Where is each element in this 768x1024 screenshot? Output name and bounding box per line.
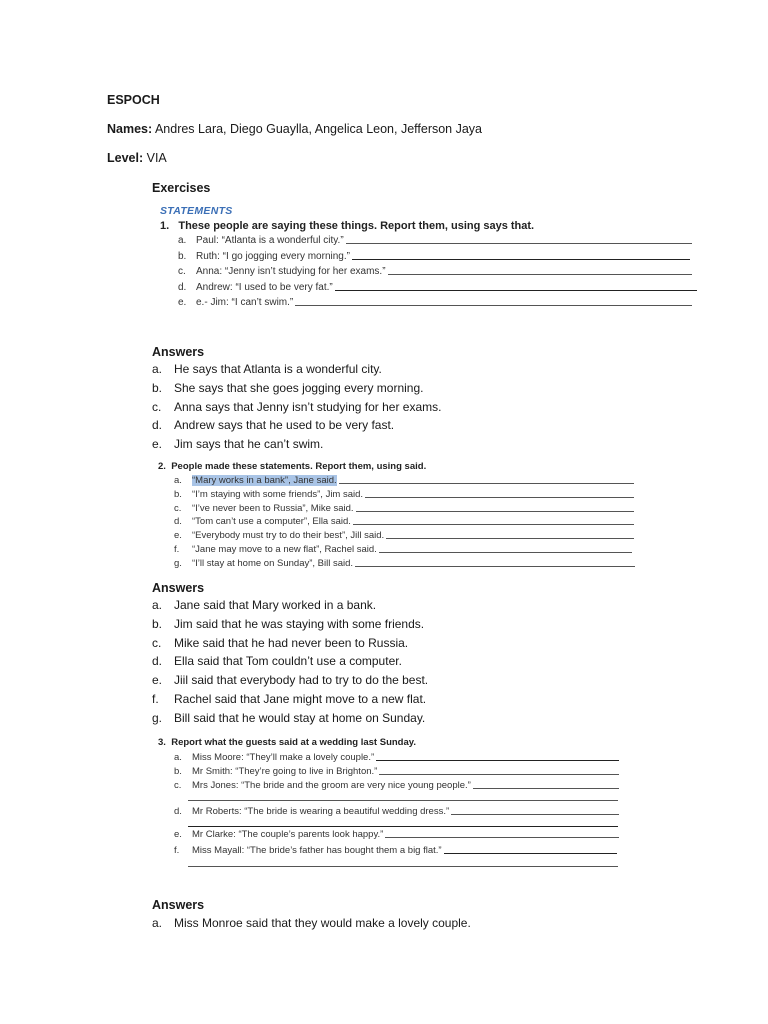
answers1-item-c: c. Anna says that Jenny isn’t studying for her exams. — [152, 400, 442, 414]
answers1-item-b: b. She says that she goes jogging every morning. — [152, 381, 424, 395]
statements-label: STATEMENTS — [160, 205, 233, 217]
answer-blank[interactable] — [188, 866, 618, 867]
ex3-item-c: c. Mrs Jones: “The bride and the groom are very nice young people.” — [174, 780, 619, 791]
level-label: Level: — [107, 151, 144, 165]
answers2-item-e: e. Jiil said that everybody had to try to do the best. — [152, 673, 429, 687]
ex2-item-g: g. “I’ll stay at home on Sunday”, Bill said. — [174, 558, 635, 569]
ex1-item-e: e. e.- Jim: “I can’t swim.” — [178, 297, 692, 308]
answers3-item-a: a. Miss Monroe said that they would make a lovely couple. — [152, 916, 471, 930]
answer-blank[interactable] — [444, 853, 617, 854]
answer-blank[interactable] — [295, 305, 692, 306]
ex1-item-c: c. Anna: “Jenny isn’t studying for her exams.” — [178, 266, 692, 277]
answers2-item-f: f. Rachel said that Jane might move to a new flat. — [152, 692, 427, 706]
answers1-item-e: e. Jim says that he can’t swim. — [152, 437, 324, 451]
names-value: Andres Lara, Diego Guaylla, Angelica Leon, Jefferson Jaya — [152, 122, 483, 136]
answer-blank[interactable] — [379, 774, 619, 775]
answers2-item-g: g. Bill said that he would stay at home on Sunday. — [152, 711, 426, 725]
school-name: ESPOCH — [107, 93, 160, 107]
ex2-item-d: d. “Tom can’t use a computer”, Ella said. — [174, 516, 634, 527]
answer-blank[interactable] — [335, 290, 697, 291]
answers2-item-c: c. Mike said that he had never been to Russia. — [152, 636, 409, 650]
answers1-item-a: a. He says that Atlanta is a wonderful city. — [152, 362, 382, 376]
ex2-item-b: b. “I’m staying with some friends”, Jim said. — [174, 489, 634, 500]
answer-blank[interactable] — [188, 826, 618, 827]
answer-blank[interactable] — [379, 552, 632, 553]
answer-blank[interactable] — [346, 243, 692, 244]
ex2-item-e: e. “Everybody must try to do their best”, Jill said. — [174, 530, 634, 541]
answer-blank[interactable] — [188, 800, 618, 801]
answers2-item-b: b. Jim said that he was staying with some friends. — [152, 617, 425, 631]
answer-blank[interactable] — [388, 274, 692, 275]
names-line — [107, 122, 482, 136]
answers2-item-d: d. Ella said that Tom couldn’t use a computer. — [152, 654, 402, 668]
ex1-item-a: a. Paul: “Atlanta is a wonderful city.” — [178, 235, 692, 246]
ex2-item-c: c. “I’ve never been to Russia”, Mike said. — [174, 503, 634, 514]
highlighted-text[interactable]: “Mary works in a bank”, Jane said. — [192, 475, 337, 486]
ex2-item-a: a. “Mary works in a bank”, Jane said. — [174, 475, 634, 486]
answers1-item-d: d. Andrew says that he used to be very fast. — [152, 418, 395, 432]
answer-blank[interactable] — [365, 497, 634, 498]
ex3-item-e: e. Mr Clarke: “The couple’s parents look happy.” — [174, 829, 619, 840]
ex2-item-f: f. “Jane may move to a new flat”, Rachel said. — [174, 544, 632, 555]
answer-blank[interactable] — [339, 483, 634, 484]
ex1-item-d: d. Andrew: “I used to be very fat.” — [178, 282, 697, 293]
answer-blank[interactable] — [473, 788, 619, 789]
answers2-item-a: a. Jane said that Mary worked in a bank. — [152, 598, 377, 612]
answer-blank[interactable] — [385, 837, 619, 838]
answer-blank[interactable] — [352, 259, 690, 260]
answers1-title: Answers — [152, 345, 205, 359]
answers2-title: Answers — [152, 581, 205, 595]
answer-blank[interactable] — [376, 760, 619, 761]
answers3-title: Answers — [152, 898, 205, 912]
answer-blank[interactable] — [451, 814, 619, 815]
level-value: VIA — [143, 151, 167, 165]
answer-blank[interactable] — [353, 524, 634, 525]
names-label: Names: — [107, 122, 153, 136]
ex3-item-a: a. Miss Moore: “They’ll make a lovely couple.” — [174, 752, 619, 763]
ex3-item-b: b. Mr Smith: “They’re going to live in Brighton.” — [174, 766, 619, 777]
ex1-item-b: b. Ruth: “I go jogging every morning.” — [178, 251, 690, 262]
answer-blank[interactable] — [386, 538, 634, 539]
ex3-item-d: d. Mr Roberts: “The bride is wearing a beautiful wedding dress.” — [174, 806, 619, 817]
level-line — [107, 151, 167, 165]
exercises-title: Exercises — [152, 181, 211, 195]
ex1-instruction: 1. These people are saying these things. Report them, using says that. — [160, 220, 535, 232]
ex3-item-f: f. Miss Mayall: “The bride’s father has bought them a big flat.” — [174, 845, 617, 856]
ex2-instruction: 2. People made these statements. Report them, using said. — [158, 461, 427, 472]
answer-blank[interactable] — [355, 566, 635, 567]
answer-blank[interactable] — [356, 511, 634, 512]
ex3-instruction: 3. Report what the guests said at a wedding last Sunday. — [158, 737, 416, 748]
